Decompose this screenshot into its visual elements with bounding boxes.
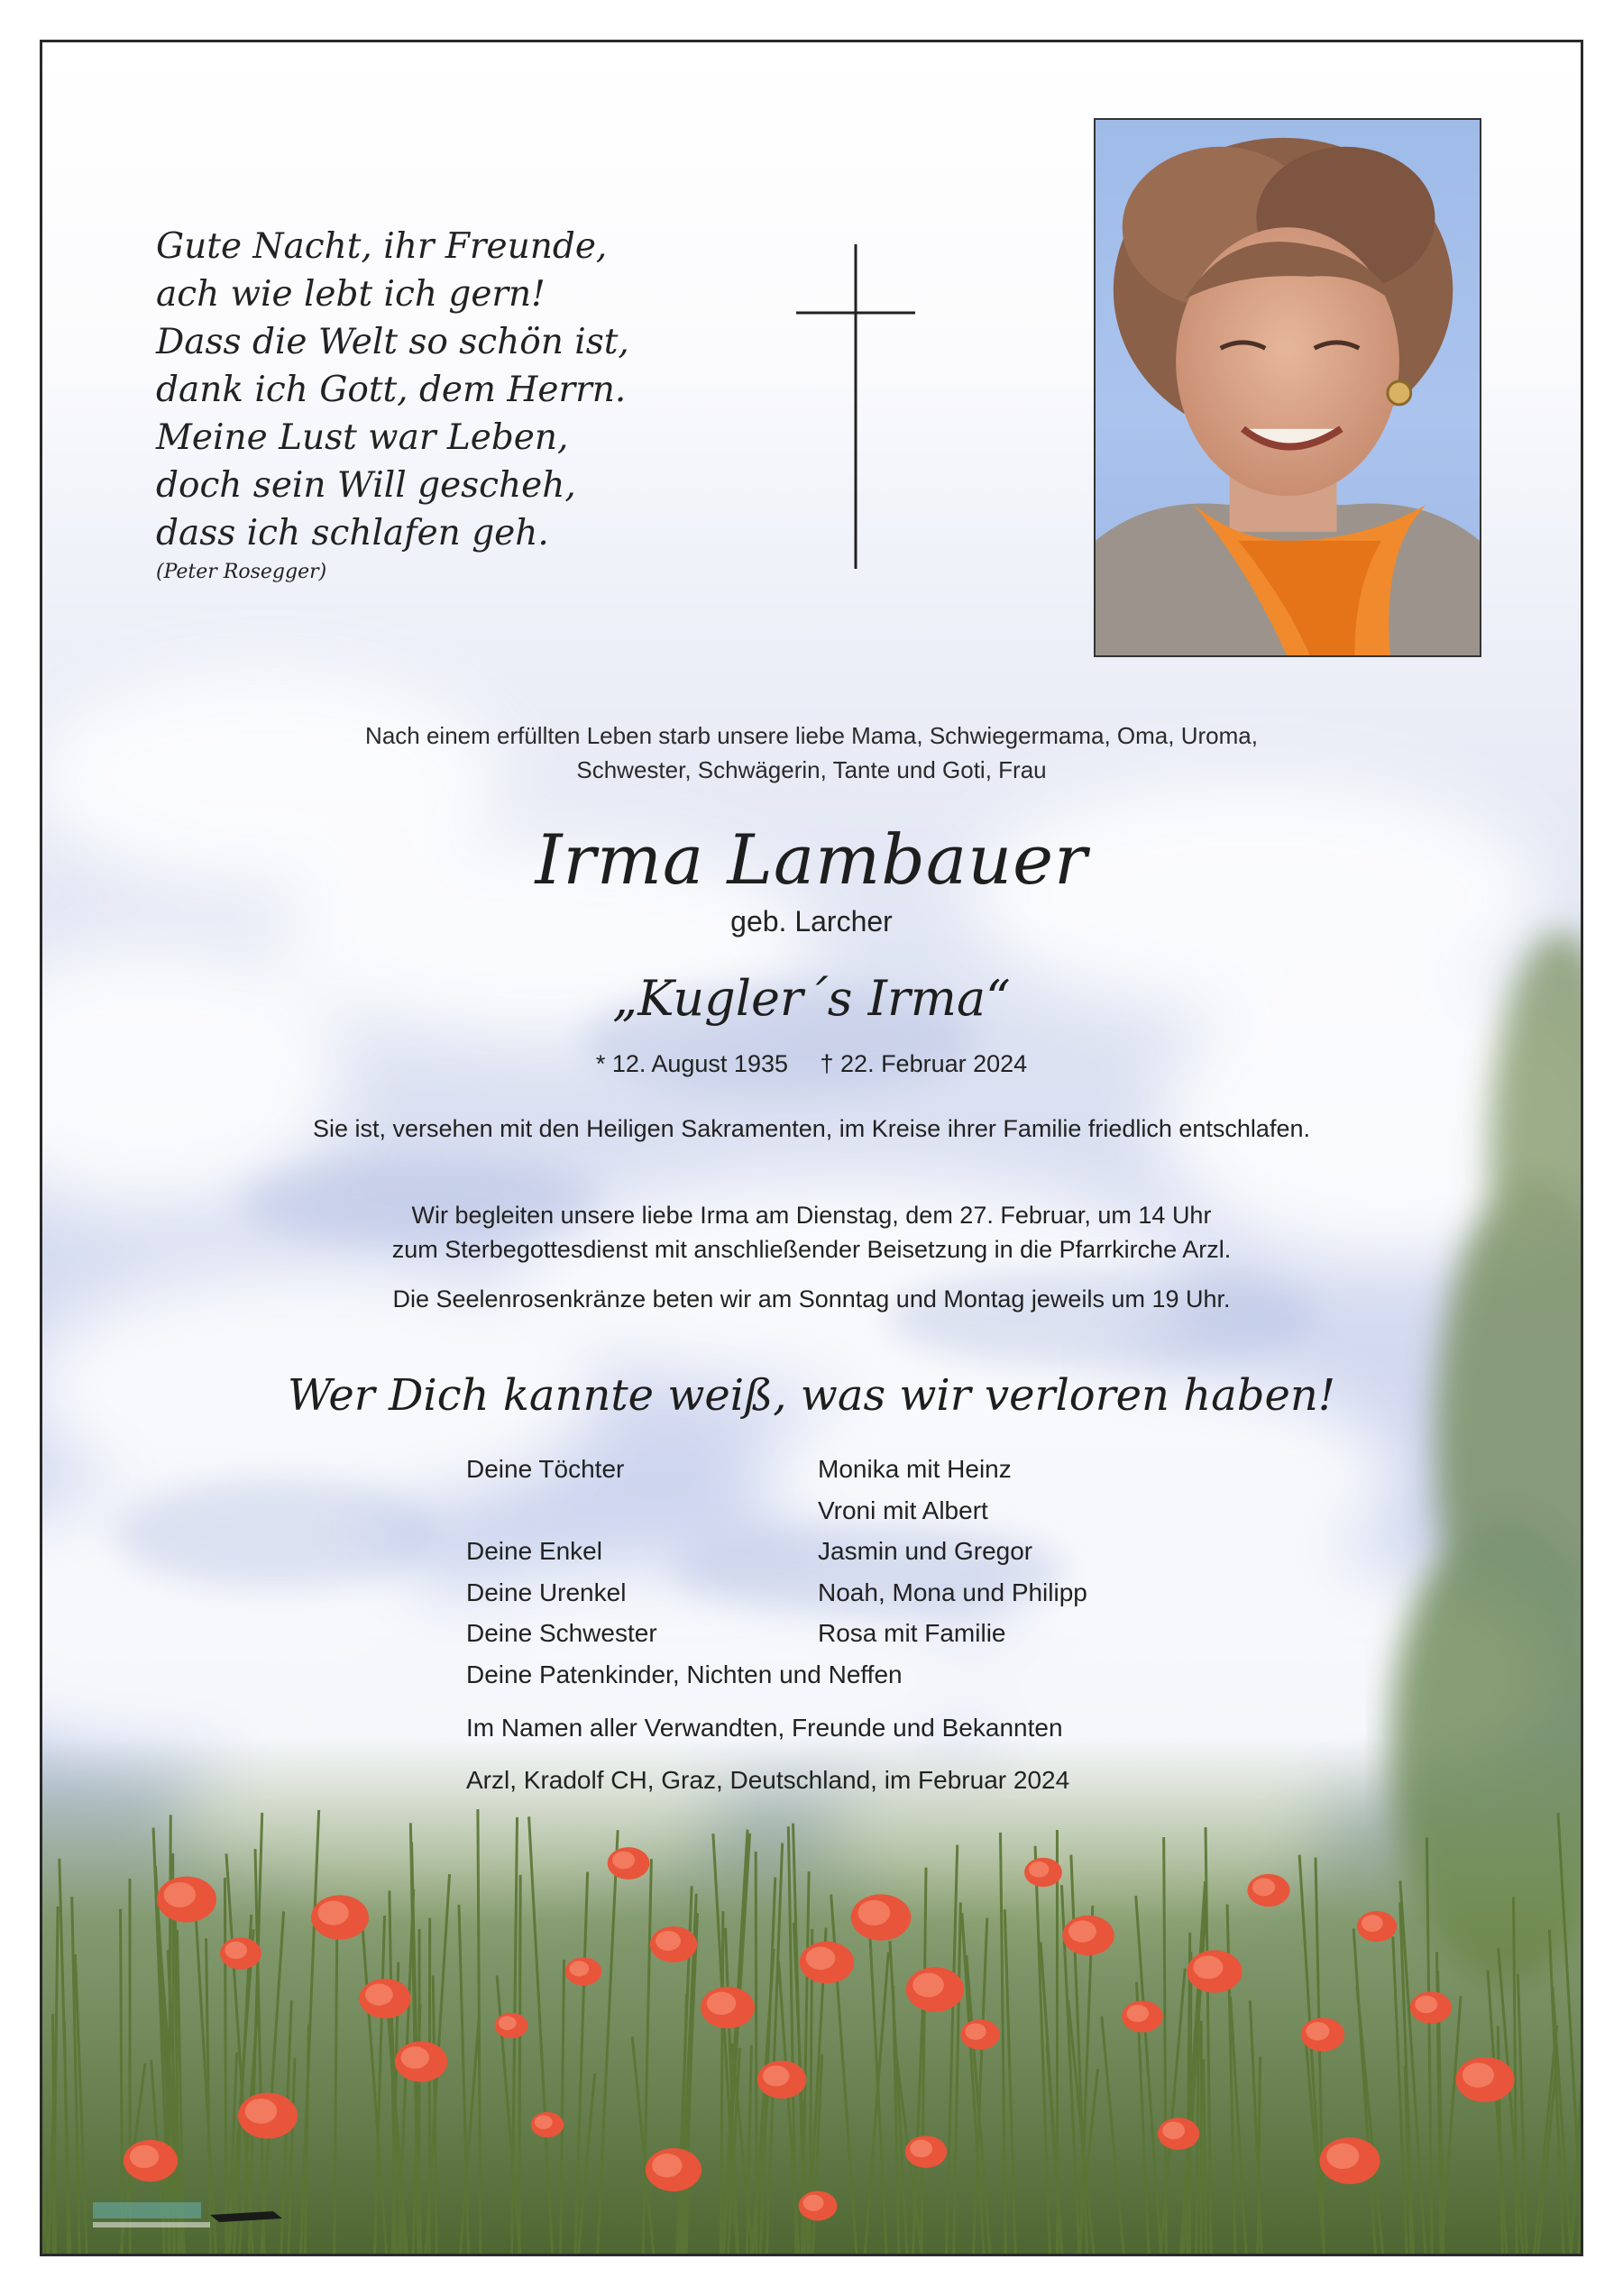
intro-text [42,718,1581,787]
maiden-name: geb. Larcher [730,905,893,938]
mourner-names: Noah, Mona und Philipp [818,1578,1087,1606]
poppy-flower [1122,2000,1163,2032]
poppy-flower [1319,2137,1380,2184]
poppy-flower [1187,1950,1242,1992]
poppy-flower [905,2136,947,2168]
poppy-flower [495,2013,528,2038]
mourner-names: Vroni mit Albert [818,1496,988,1524]
life-dates [42,1047,1581,1080]
poem-line: Gute Nacht, ihr Freunde, [156,226,608,267]
deceased-name: Irma Lambauer [535,819,1088,900]
grass-stalk [1189,1952,1191,2256]
poppy-flower [851,1894,912,1940]
funeral-home-logo [93,2195,291,2235]
poppy-flower [311,1895,369,1939]
poppy-flower [701,1987,755,2028]
poppy-flower [395,2042,447,2082]
rosary-text: Die Seelenrosenkränze beten wir am Sonntag und Montag jeweils um 19 Uhr. [392,1285,1231,1313]
poppy-meadow [42,1737,1583,2256]
poppy-flower [1357,1911,1397,1942]
poppy-flower [359,1979,410,2018]
poem [156,223,629,586]
death-date: † 22. Februar 2024 [820,1050,1028,1077]
poppy-flower [1410,1991,1452,2023]
poppy-flower [608,1847,650,1880]
intro-line: Nach einem erfüllten Leben starb unsere liebe Mama, Schwiegermama, Oma, Uroma, [365,722,1258,749]
poppy-flower [757,2061,807,2099]
poem-line: ach wie lebt ich gern! [156,274,546,315]
portrait-photo [1094,118,1481,657]
poppy-flower [650,1926,697,1962]
motto: Wer Dich kannte weiß, was wir verloren haben! [287,1370,1336,1421]
mourner-relation: Deine Patenkinder, Nichten und Neffen [466,1660,903,1688]
poem-line: dass ich schlafen geh. [156,513,549,553]
poppy-flower [1158,2118,1199,2150]
passing-text: Sie ist, versehen mit den Heiligen Sakramenten, im Kreise ihrer Familie friedlich entschlafen. [313,1115,1310,1142]
mourner-names: Monika mit Heinz [818,1455,1012,1483]
poem-line: Dass die Welt so schön ist, [156,322,629,362]
poppy-flower [799,2191,838,2220]
poppy-flower [1301,2017,1345,2051]
birth-date: * 12. August 1935 [595,1050,788,1077]
funeral-text [42,1198,1581,1267]
poppy-flower [531,2112,564,2137]
poppy-flower [800,1942,854,1984]
grass-stalk [519,1875,520,2256]
nickname: „Kugler´s Irma“ [612,970,1011,1027]
intro-line: Schwester, Schwägerin, Tante und Goti, Frau [576,756,1047,783]
closing-family: Im Namen aller Verwandten, Freunde und Bekannten [466,1714,1063,1742]
poppy-flower [238,2093,298,2139]
obituary-card [40,40,1583,2256]
poppy-flower [1062,1916,1114,1955]
poem-line: doch sein Will gescheh, [156,465,576,506]
poppy-flower [646,2148,701,2191]
poem-line: dank ich Gott, dem Herrn. [156,370,627,410]
closing-place-date: Arzl, Kradolf CH, Graz, Deutschland, im Februar 2024 [466,1766,1070,1794]
mourner-names: Jasmin und Gregor [818,1537,1033,1565]
funeral-line: Wir begleiten unsere liebe Irma am Dienstag, dem 27. Februar, um 14 Uhr [411,1202,1212,1229]
poem-author: (Peter Rosegger) [156,561,327,583]
poppy-flower [1455,2057,1514,2102]
mourner-relation: Deine Urenkel [466,1578,627,1606]
poppy-flower [960,2019,1000,2049]
mourner-names: Rosa mit Familie [818,1619,1006,1647]
cross-icon [796,244,915,569]
poppy-flower [565,1957,601,1985]
mourner-relation: Deine Enkel [466,1537,602,1565]
poem-line: Meine Lust war Leben, [156,417,569,458]
poppy-flower [220,1937,261,1969]
funeral-line: zum Sterbegottesdienst mit anschließender Beisetzung in die Pfarrkirche Arzl. [391,1236,1232,1263]
poppy-flower [1024,1858,1062,1887]
poppy-flower [906,1967,964,2011]
poppy-flower [124,2140,178,2182]
mourner-relation: Deine Töchter [466,1455,625,1483]
mourner-relation: Deine Schwester [466,1619,657,1647]
poppy-flower [157,1877,216,1923]
poppy-flower [1247,1874,1289,1907]
